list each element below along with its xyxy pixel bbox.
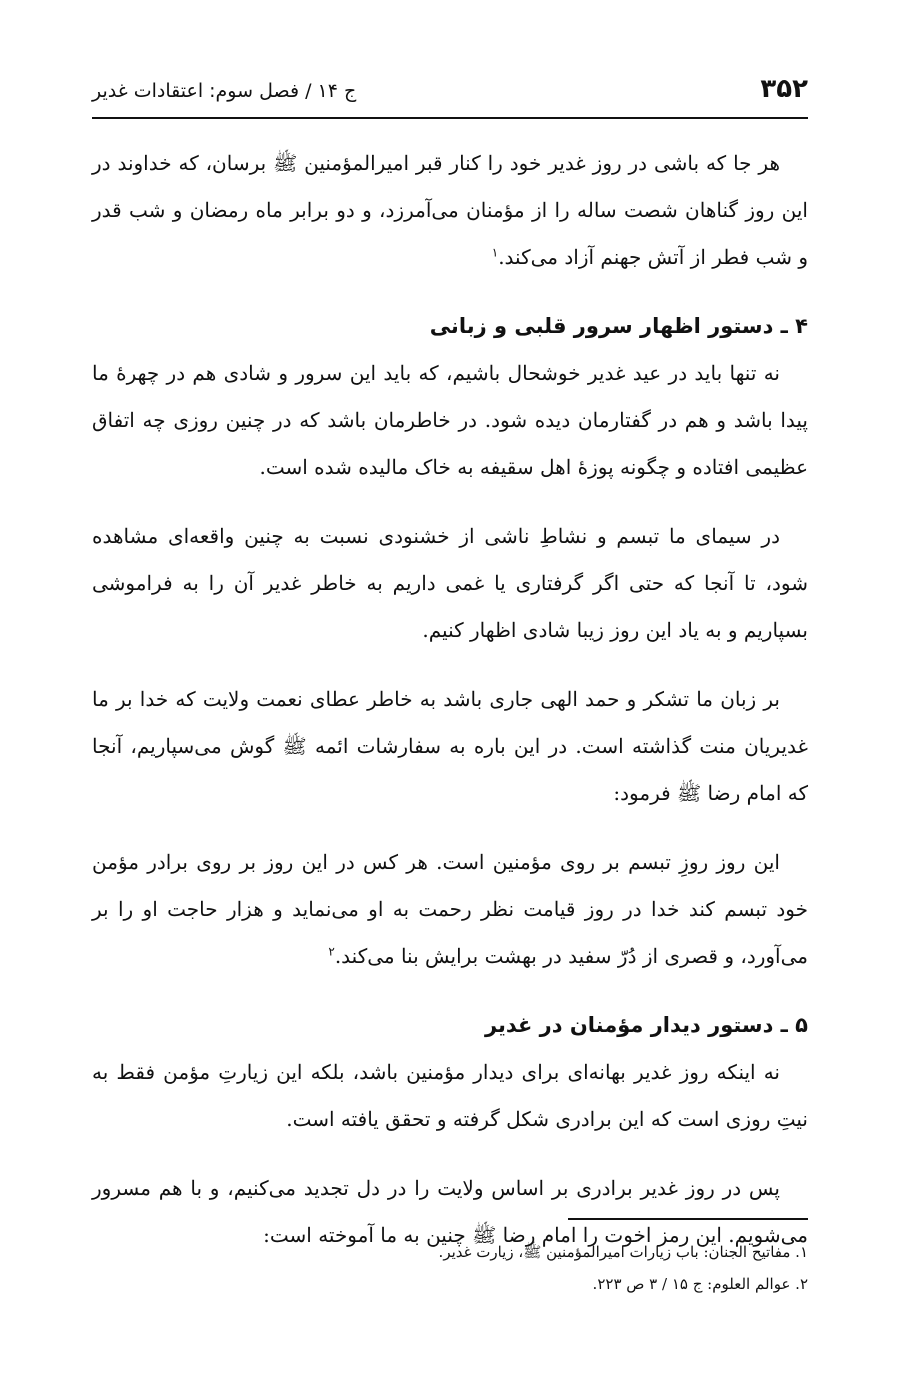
paragraph-7: پس در روز غدیر برادری بر اساس ولایت را در دل تجدید می‌کنیم، و با هم مسرور می‌شویم. این رمز اخوت را امام رضا ﷺ چنین به ما آموخته است: [92,1176,808,1247]
page-body [92,140,808,1281]
paragraph-6: نه اینکه روز غدیر بهانه‌ای برای دیدار مؤمنین باشد، بلکه این زیارتِ مؤمن فقط به نیتِ روزی است که این برادری شکل گرفته و تحقق یافته است. [92,1060,808,1131]
paragraph-1: هر جا که باشی در روز غدیر خود را کنار قبر امیرالمؤمنین ﷺ برسان، که خداوند در این روز گناهان شصت ساله را از مؤمنان می‌آمرزد، و دو برابر ماه رمضان و شب قدر و شب فطر از آتش جهنم آزاد می‌کند.$^۱$ [92,151,808,269]
paragraph-3: در سیمای ما تبسم و نشاطِ ناشی از خشنودی نسبت به چنین واقعه‌ای مشاهده شود، تا آنجا که حتی اگر گرفتاری یا غمی داریم به خاطر غدیر آن را به فراموشی بسپاریم و به یاد این روز زیبا شادی اظهار کنیم. [92,524,808,642]
section-heading-5: ۵ ـ دستور دیدار مؤمنان در غدیر [484,1013,808,1037]
paragraph-5: این روز روزِ تبسم بر روی مؤمنین است. هر کس در این روز بر روی برادر مؤمن خود تبسم کند خدا در روز قیامت نظر رحمت به او می‌نماید و هزار حاجت او را بر می‌آورد، و قصری از دُرّ سفید در بهشت برایش بنا می‌کند.$^۲$ [92,850,808,968]
footnote-ref-1: ۱ [491,245,499,260]
footnote-2: ۲. عوالم العلوم: ج ۱۵ / ۳ ص ۲۲۳. [592,1275,808,1293]
footnotes [92,1238,808,1302]
footnote-ref-2: ۲ [328,944,335,959]
header-rule [92,117,808,119]
footnote-separator [568,1218,808,1220]
paragraph-2: نه تنها باید در عید غدیر خوشحال باشیم، که باید این سرور و شادی هم در چهرهٔ ما پیدا باشد و هم در گفتارمان دیده شود. در خاطرمان باشد که در چنین روزی چه اتفاق عظیمی افتاده و چگونه پوزهٔ اهل سقیفه به خاک مالیده شده است. [92,361,808,479]
section-heading-4: ۴ ـ دستور اظهار سرور قلبی و زبانی [429,314,808,338]
page-header [92,72,808,112]
paragraph-4: بر زبان ما تشکر و حمد الهی جاری باشد به خاطر عطای نعمت ولایت که خدا بر ما غدیریان منت گذاشته است. در این باره به سفارشات ائمه ﷺ گوش می‌سپاریم، آنجا که امام رضا ﷺ فرمود: [92,687,808,805]
footnote-1: ۱. مفاتیح الجنان: باب زیارات امیرالمؤمنین ﷺ، زیارت غدیر. [438,1243,808,1261]
running-title: ج ۱۴ / فصل سوم: اعتقادات غدیر [92,80,357,102]
page-number: ۳۵۲ [760,74,808,104]
